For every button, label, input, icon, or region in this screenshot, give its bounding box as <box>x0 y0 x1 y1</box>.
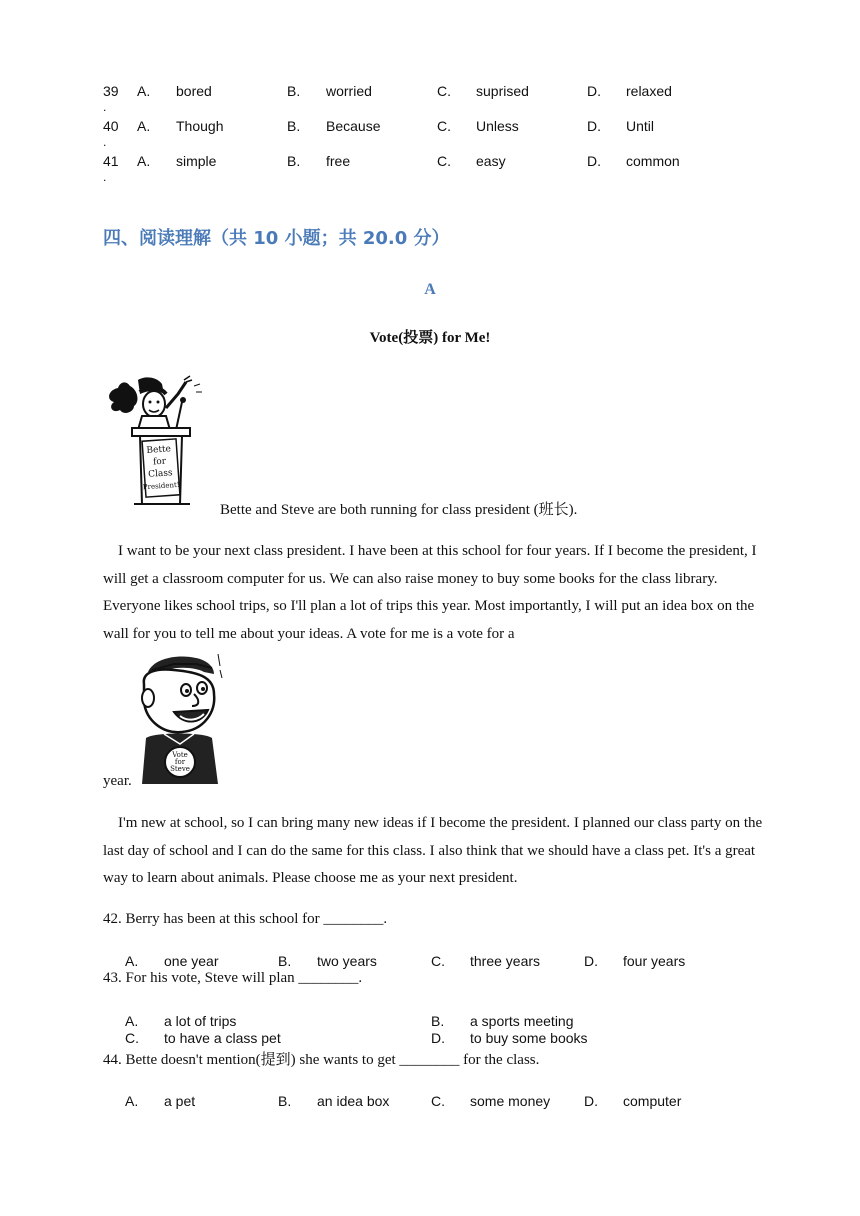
option-d: Until <box>626 118 655 134</box>
option-b: Because <box>326 118 381 134</box>
steve-speech: I'm new at school, so I can bring many new ideas if I become the president. I planned our class party on the last day of school and I can do the same for this class. I also think that we should have a class pet. It's a great way to learn about animals. Please choose me as your next president. <box>103 815 763 886</box>
badge-line-2: for <box>174 758 186 766</box>
section-title: 四、阅读理解（共 10 小题；共 20.0 分） <box>103 228 450 249</box>
option-row-41 <box>103 153 743 187</box>
option-letter-c: C. <box>125 1030 139 1046</box>
question-number: 41 <box>103 153 119 169</box>
question-42-stem: 42. Berry has been at this school for ________. <box>103 911 388 927</box>
option-letter-c: C. <box>431 1093 445 1109</box>
option-d[interactable]: to buy some books <box>470 1030 588 1046</box>
option-letter-d: D. <box>587 118 601 134</box>
option-b: free <box>326 153 351 169</box>
sign-line-2: for <box>152 456 167 468</box>
option-c[interactable]: to have a class pet <box>164 1030 281 1046</box>
passage-title: Vote(投票) for Me! <box>369 330 491 346</box>
option-letter-d: D. <box>431 1030 445 1046</box>
option-a: bored <box>176 83 212 99</box>
question-43-options-row-1 <box>125 1013 745 1031</box>
option-d: relaxed <box>626 83 672 99</box>
option-letter-b: B. <box>287 153 301 169</box>
question-43-stem: 43. For his vote, Steve will plan ________. <box>103 970 363 986</box>
question-42-options <box>125 953 745 971</box>
sign-line-1: Bette <box>146 444 172 456</box>
option-letter-a: A. <box>125 953 139 969</box>
option-letter-a: A. <box>125 1093 139 1109</box>
option-c: easy <box>476 153 506 169</box>
option-row-40 <box>103 118 743 152</box>
option-letter-c: C. <box>437 153 451 169</box>
bette-illustration <box>104 372 210 512</box>
question-44-options <box>125 1093 745 1111</box>
steve-badge-image <box>134 654 224 786</box>
passage-year-text: year. <box>103 773 132 789</box>
passage-intro: Bette and Steve are both running for class president (班长). <box>220 502 578 518</box>
question-number: 39 <box>103 83 119 99</box>
option-letter-a: A. <box>137 118 151 134</box>
option-d[interactable]: four years <box>623 953 686 969</box>
option-letter-c: C. <box>437 118 451 134</box>
option-letter-c: C. <box>437 83 451 99</box>
option-b[interactable]: a sports meeting <box>470 1013 574 1029</box>
option-c: Unless <box>476 118 519 134</box>
option-a[interactable]: a lot of trips <box>164 1013 237 1029</box>
bette-podium-image <box>104 372 210 512</box>
option-row-39 <box>103 83 743 117</box>
option-a[interactable]: one year <box>164 953 219 969</box>
question-44-stem: 44. Bette doesn't mention(提到) she wants to get ________ for the class. <box>103 1052 540 1068</box>
option-letter-b: B. <box>287 118 301 134</box>
steve-illustration <box>134 654 224 786</box>
option-d[interactable]: computer <box>623 1093 682 1109</box>
bette-speech: I want to be your next class president. I have been at this school for four years. If I become the president, I will get a classroom computer for us. We can also raise money to buy some books for the class library. Everyone likes school trips, so I'll plan a lot of trips this year. Most importantly, I will put an idea box on the wall for you to tell me about your ideas. A vote for me is a vote for a <box>103 543 757 642</box>
option-letter-b: B. <box>278 953 292 969</box>
option-letter-a: A. <box>125 1013 139 1029</box>
option-a: Though <box>176 118 224 134</box>
option-letter-a: A. <box>137 83 151 99</box>
option-letter-d: D. <box>584 953 598 969</box>
option-letter-d: D. <box>587 83 601 99</box>
option-d: common <box>626 153 680 169</box>
question-43-options-row-2 <box>125 1030 745 1048</box>
question-number-dot: . <box>103 135 107 149</box>
option-c[interactable]: three years <box>470 953 541 969</box>
badge-line-1: Vote <box>172 751 188 759</box>
option-letter-d: D. <box>584 1093 598 1109</box>
option-letter-b: B. <box>278 1093 292 1109</box>
question-number-dot: . <box>103 170 107 184</box>
badge-line-3: Steve <box>170 765 190 773</box>
option-letter-b: B. <box>431 1013 445 1029</box>
option-letter-d: D. <box>587 153 601 169</box>
option-c: suprised <box>476 83 529 99</box>
option-b[interactable]: an idea box <box>317 1093 390 1109</box>
question-number-dot: . <box>103 100 107 114</box>
option-letter-c: C. <box>431 953 445 969</box>
option-b: worried <box>326 83 372 99</box>
question-number: 40 <box>103 118 119 134</box>
sign-line-4: President! <box>142 480 180 492</box>
option-c[interactable]: some money <box>470 1093 551 1109</box>
sign-line-3: Class <box>147 468 173 480</box>
option-a: simple <box>176 153 217 169</box>
option-letter-a: A. <box>137 153 151 169</box>
option-b[interactable]: two years <box>317 953 377 969</box>
option-a[interactable]: a pet <box>164 1093 196 1109</box>
passage-label: A <box>424 281 436 298</box>
option-letter-b: B. <box>287 83 301 99</box>
